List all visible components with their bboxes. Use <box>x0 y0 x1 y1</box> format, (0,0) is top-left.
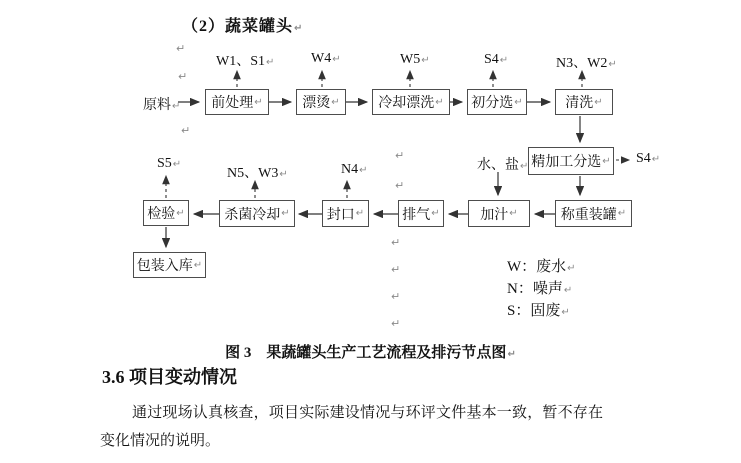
paragraph-mark-icon: ↵ <box>421 55 430 66</box>
emission-text: S4 <box>636 151 651 166</box>
flow-source-label <box>143 94 180 114</box>
paragraph-mark-icon: ↵ <box>561 307 570 318</box>
flow-box-label: 冷却漂洗 <box>378 96 435 111</box>
input-label-water-salt <box>477 154 528 174</box>
flow-box-label: 包装入库 <box>136 259 193 274</box>
emission-label-seal <box>341 162 368 178</box>
paragraph-mark-icon: ↵ <box>608 59 617 70</box>
flowchart-legend <box>507 257 576 323</box>
flow-box-inspect <box>143 200 189 226</box>
paragraph-mark-icon: ↵ <box>359 165 368 176</box>
emission-text: W1、S1 <box>216 54 265 69</box>
paragraph-mark-icon: ↵ <box>602 155 611 167</box>
paragraph-mark-icon: ↵ <box>181 124 191 137</box>
paragraph-mark-icon: ↵ <box>391 263 401 276</box>
paragraph-mark-icon: ↵ <box>355 208 365 219</box>
flow-source-text: 原料 <box>143 98 171 113</box>
paragraph-mark-icon: ↵ <box>507 349 516 360</box>
flow-box-seal <box>322 200 369 227</box>
emission-text: W5 <box>400 52 421 67</box>
paragraph-mark-icon: ↵ <box>514 96 523 108</box>
emission-label-coolrinse <box>400 52 430 68</box>
emission-label-finesort <box>636 151 660 167</box>
paragraph-mark-icon: ↵ <box>391 236 401 249</box>
flow-box-pretreat <box>205 89 269 115</box>
paragraph-mark-icon: ↵ <box>391 290 401 303</box>
paragraph-mark-icon: ↵ <box>395 149 405 162</box>
paragraph-mark-icon: ↵ <box>279 169 288 180</box>
paragraph-mark-icon: ↵ <box>294 23 304 34</box>
paragraph-mark-icon: ↵ <box>281 208 290 219</box>
flow-box-pack-store <box>133 252 206 278</box>
flow-box-label: 前处理 <box>211 96 254 111</box>
emission-text: N3、W2 <box>556 56 608 71</box>
flow-box-label: 加汁 <box>480 207 509 223</box>
paragraph-mark-icon: ↵ <box>193 259 203 271</box>
flow-box-add-juice <box>468 200 530 227</box>
legend-text: W：废水 <box>507 259 567 275</box>
paragraph-mark-icon: ↵ <box>332 54 341 65</box>
paragraph-mark-icon: ↵ <box>391 317 401 330</box>
flow-box-exhaust <box>398 200 444 227</box>
emission-label-pretreat <box>216 50 274 70</box>
flow-box-sterilize-cool <box>219 200 295 227</box>
flow-box-label: 排气 <box>402 207 431 223</box>
flow-box-label: 漂烫 <box>302 96 331 111</box>
emission-label-firstsort <box>484 52 508 68</box>
flow-box-label: 清洗 <box>565 96 594 111</box>
paragraph-mark-icon: ↵ <box>567 263 576 274</box>
paragraph-mark-icon: ↵ <box>172 159 182 170</box>
flow-box-first-sort <box>467 89 527 115</box>
paragraph-mark-icon: ↵ <box>520 161 529 172</box>
paragraph-mark-icon: ↵ <box>395 179 405 192</box>
section-heading: 3.6 项目变动情况 <box>102 367 237 387</box>
figure-subtitle-text: （2）蔬菜罐头 <box>182 18 294 35</box>
paragraph-mark-icon: ↵ <box>499 55 509 66</box>
legend-text: S：固废 <box>507 303 561 319</box>
paragraph-mark-icon: ↵ <box>176 207 185 219</box>
emission-text: S5 <box>157 156 172 171</box>
emission-text: N4 <box>341 162 359 177</box>
emission-label-inspect <box>157 156 181 172</box>
paragraph-mark-icon: ↵ <box>431 208 440 219</box>
flow-box-label: 杀菌冷却 <box>224 207 281 223</box>
paragraph-mark-icon: ↵ <box>509 208 518 219</box>
emission-text: W4 <box>311 51 332 66</box>
emission-text: S4 <box>484 52 499 67</box>
paragraph-mark-icon: ↵ <box>435 96 444 108</box>
flow-box-label: 称重装罐 <box>560 207 617 223</box>
legend-text: N：噪声 <box>507 281 563 297</box>
flow-box-fine-sort <box>528 147 614 175</box>
flow-box-label: 检验 <box>147 207 176 222</box>
flow-box-blanch <box>296 89 346 115</box>
paragraph-mark-icon: ↵ <box>172 101 181 112</box>
flow-box-label: 初分选 <box>471 96 514 111</box>
paragraph-mark-icon: ↵ <box>266 57 275 68</box>
paragraph-mark-icon: ↵ <box>176 42 186 55</box>
paragraph-mark-icon: ↵ <box>617 208 627 219</box>
paragraph-mark-icon: ↵ <box>594 96 603 108</box>
paragraph-mark-icon: ↵ <box>178 70 188 83</box>
emission-text: N5、W3 <box>227 166 279 181</box>
legend-solid-waste <box>507 301 576 323</box>
paragraph-mark-icon: ↵ <box>254 96 263 108</box>
figure-caption <box>0 341 741 362</box>
paragraph-mark-icon: ↵ <box>563 285 573 296</box>
flow-box-cool-rinse <box>372 89 450 115</box>
emission-label-wash <box>556 52 617 72</box>
figure-caption-text: 图 3 果蔬罐头生产工艺流程及排污节点图 <box>225 345 507 361</box>
input-text: 水、盐 <box>477 158 519 173</box>
flow-box-wash <box>555 89 613 115</box>
legend-noise <box>507 279 576 301</box>
flow-box-label: 封口 <box>326 207 355 223</box>
section-body-paragraph: 通过现场认真核查，项目实际建设情况与环评文件基本一致，暂不存在变化情况的说明。 <box>100 405 603 449</box>
flow-box-label: 精加工分选 <box>531 155 602 170</box>
paragraph-mark-icon: ↵ <box>651 154 661 165</box>
emission-label-sterilize <box>227 162 288 182</box>
flow-box-weigh-fill <box>555 200 632 227</box>
legend-wastewater <box>507 257 576 279</box>
emission-label-blanch <box>311 51 341 67</box>
figure-subtitle <box>182 13 303 36</box>
paragraph-mark-icon: ↵ <box>331 96 340 108</box>
